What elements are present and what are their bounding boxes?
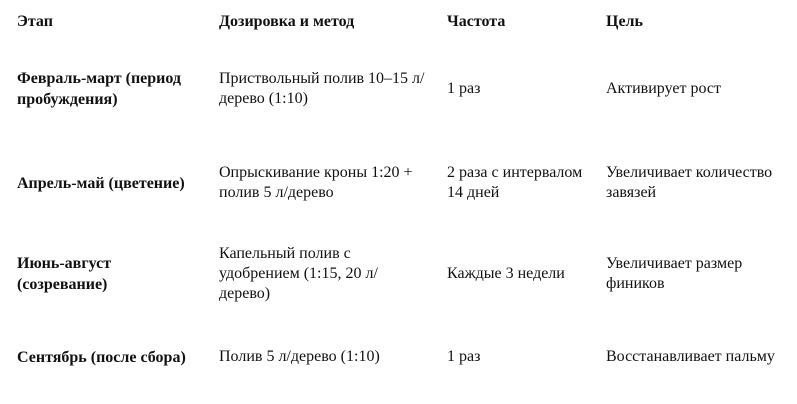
frequency-cell: 1 раз <box>447 348 481 365</box>
header-goal: Цель <box>606 13 643 30</box>
stage-cell: Июнь-август (созревание) <box>17 255 112 293</box>
stage-cell: Апрель-май (цветение) <box>17 174 185 192</box>
stage-cell: Февраль-март (период пробуждения) <box>17 70 182 108</box>
header-stage: Этап <box>17 13 53 30</box>
frequency-cell: 1 раз <box>447 80 481 97</box>
goal-cell: Увеличивает размер фиников <box>606 255 743 292</box>
header-frequency: Частота <box>447 13 506 30</box>
header-dosage-method: Дозировка и метод <box>219 13 355 30</box>
frequency-cell: Каждые 3 недели <box>447 265 565 282</box>
frequency-cell: 2 раза с интервалом 14 дней <box>447 164 583 201</box>
stage-cell: Сентябрь (после сбора) <box>17 348 186 366</box>
table-row <box>0 146 797 220</box>
goal-cell: Увеличивает количество завязей <box>606 164 773 201</box>
goal-cell: Активирует рост <box>606 80 721 97</box>
table-row <box>0 52 797 126</box>
dosage-cell: Опрыскивание кроны 1:20 + полив 5 л/дерево <box>219 164 413 201</box>
table-row <box>0 327 797 387</box>
table-row <box>0 237 797 311</box>
dosage-cell: Капельный полив с удобрением (1:15, 20 л/дерево) <box>219 245 378 302</box>
dosage-cell: Полив 5 л/дерево (1:10) <box>219 348 380 365</box>
goal-cell: Восстанавливает пальму <box>606 348 775 365</box>
dosage-cell: Приствольный полив 10–15 л/дерево (1:10) <box>219 70 425 107</box>
